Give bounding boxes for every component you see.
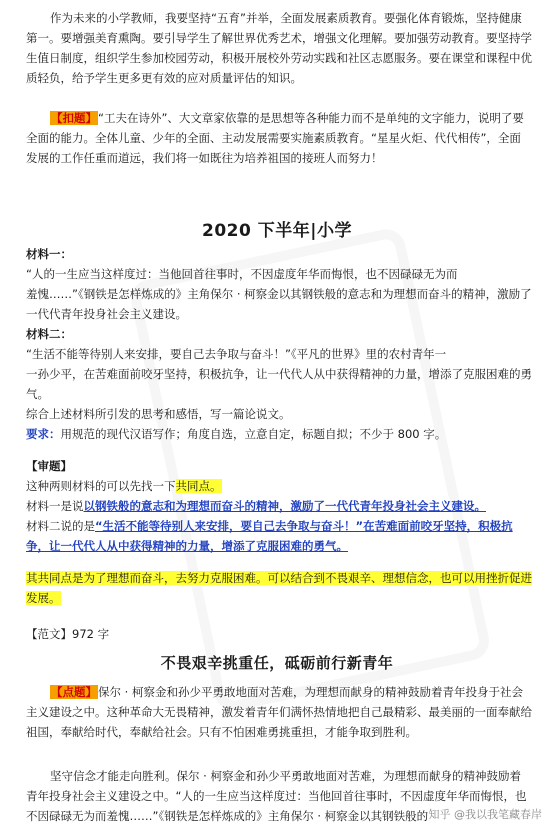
material-one — [26, 244, 532, 324]
review-material-one — [26, 496, 532, 516]
essay-paragraph-two: 坚守信念才能走向胜利。保尔 · 柯察金和孙少平勇敢地面对苦难，为理想而献身的精神鼓励着青年投身社会主义建设之中。“人的一生应当这样度过：当他回首往事时，不因虚度年华而悔恨，也不因碌碌无为而羞愧……”《钢铁是怎样炼成的》主角保尔 · 柯察金以其钢铁般的 — [26, 769, 527, 823]
review-material-two — [26, 516, 532, 556]
material-one-line2: 羞愧……”《钢铁是怎样炼成的》主角保尔 · 柯察金以其钢铁般的意志和为理想而奋斗的精神，激励了一代代青年投身社会主义建设。 — [26, 287, 532, 321]
review-common-highlight: 其共同点是为了理想而奋斗，去努力克服困难。可以结合到不畏艰辛、理想信念，也可以用挫折促进发展。 — [26, 571, 532, 605]
review-intro-text: 这种两则材料的可以先找一下 — [26, 479, 176, 493]
material-two-line2: 一孙少平，在苦难面前咬牙坚持，积极抗争，让一代代人从中获得精神的力量，增添了克服困难的勇气。 — [26, 367, 532, 401]
sample-header — [26, 624, 532, 644]
requirement — [26, 424, 532, 444]
section-title: 2020 下半年|小学 — [202, 221, 352, 241]
review-intro-highlight: 共同点。 — [175, 479, 222, 493]
essay-tag: 【点题】 — [51, 685, 97, 699]
requirement-label: 要求： — [26, 427, 61, 441]
review-section — [26, 456, 532, 556]
review-m2-underlined: “生活不能等待别人来安排，要自己去争取与奋斗！”在苦难面前咬牙坚持，积极抗争，让一代代人从中获得精神的力量，增添了克服困难的勇气。 — [26, 519, 513, 553]
review-m1-prefix: 材料一是说 — [26, 499, 84, 513]
paragraph-education: 作为未来的小学教师，我要坚持“五育”并举，全面发展素质教育。要强化体育锻炼，坚持健康第一。要增强美育熏陶。要引导学生了解世界优秀艺术，增强文化理解。要加强劳动教育。要坚持学生值日制度，组织学生参加校园劳动，积极开展校外劳动实践和社区志愿服务。要在课堂和课程中优质轻负，给予学生更多更有效的应对质量评估的知识。 — [26, 11, 532, 85]
paragraph-summary-text: “工夫在诗外”、大文章家依靠的是思想等各种能力而不是单纯的文字能力，说明了要全面的能力。全体儿童、少年的全面、主动发展需要实施素质教育。“星星火炬、代代相传”，全面发展的工作任重而道远，我们将一如既往为培养祖国的接班人而努力！ — [26, 111, 524, 165]
review-intro — [26, 476, 532, 496]
sample-label: 【范文】 — [26, 627, 72, 641]
material-two — [26, 324, 532, 404]
essay-paragraph-one-text: 保尔 · 柯察金和孙少平勇敢地面对苦难，为理想而献身的精神鼓励着青年投身于社会主义建设之中。这种革命大无畏精神，激发着青年们满怀热情地把自己最精彩、最美丽的一面奉献给祖国，奉献给时代，奉献给社会。只有不怕困难勇挑重担，才能争取到胜利。 — [26, 685, 532, 739]
requirement-text: 用规范的现代汉语写作；角度自选，立意自定，标题自拟；不少于 800 字。 — [60, 427, 447, 441]
review-m2-prefix: 材料二说的是 — [26, 519, 95, 533]
material-one-line1: “人的一生应当这样度过：当他回首往事时，不因虚度年华而悔恨，也不因碌碌无为而 — [26, 267, 458, 281]
sample-word-count: 972 字 — [72, 627, 110, 641]
essay-paragraph-one — [26, 682, 532, 742]
paragraph-summary — [26, 108, 532, 168]
review-label: 【审题】 — [26, 459, 72, 473]
review-common-point — [26, 568, 532, 608]
material-two-label: 材料二： — [26, 327, 72, 341]
essay-title: 不畏艰辛挑重任，砥砺前行新青年 — [160, 654, 394, 672]
writing-prompt: 综合上述材料所引发的思考和感悟，写一篇论说文。 — [26, 407, 291, 421]
material-two-line1: “生活不能等待别人来安排，要自己去争取与奋斗！”《平凡的世界》里的农村青年一 — [26, 347, 447, 361]
material-one-label: 材料一： — [26, 247, 72, 261]
footer-watermark: 知乎 @我以我笔藏春岸 — [428, 808, 542, 821]
tag-label: 【扣题】 — [51, 111, 97, 125]
review-m1-underlined: 以钢铁般的意志和为理想而奋斗的精神，激励了一代代青年投身社会主义建设。 — [83, 499, 486, 513]
